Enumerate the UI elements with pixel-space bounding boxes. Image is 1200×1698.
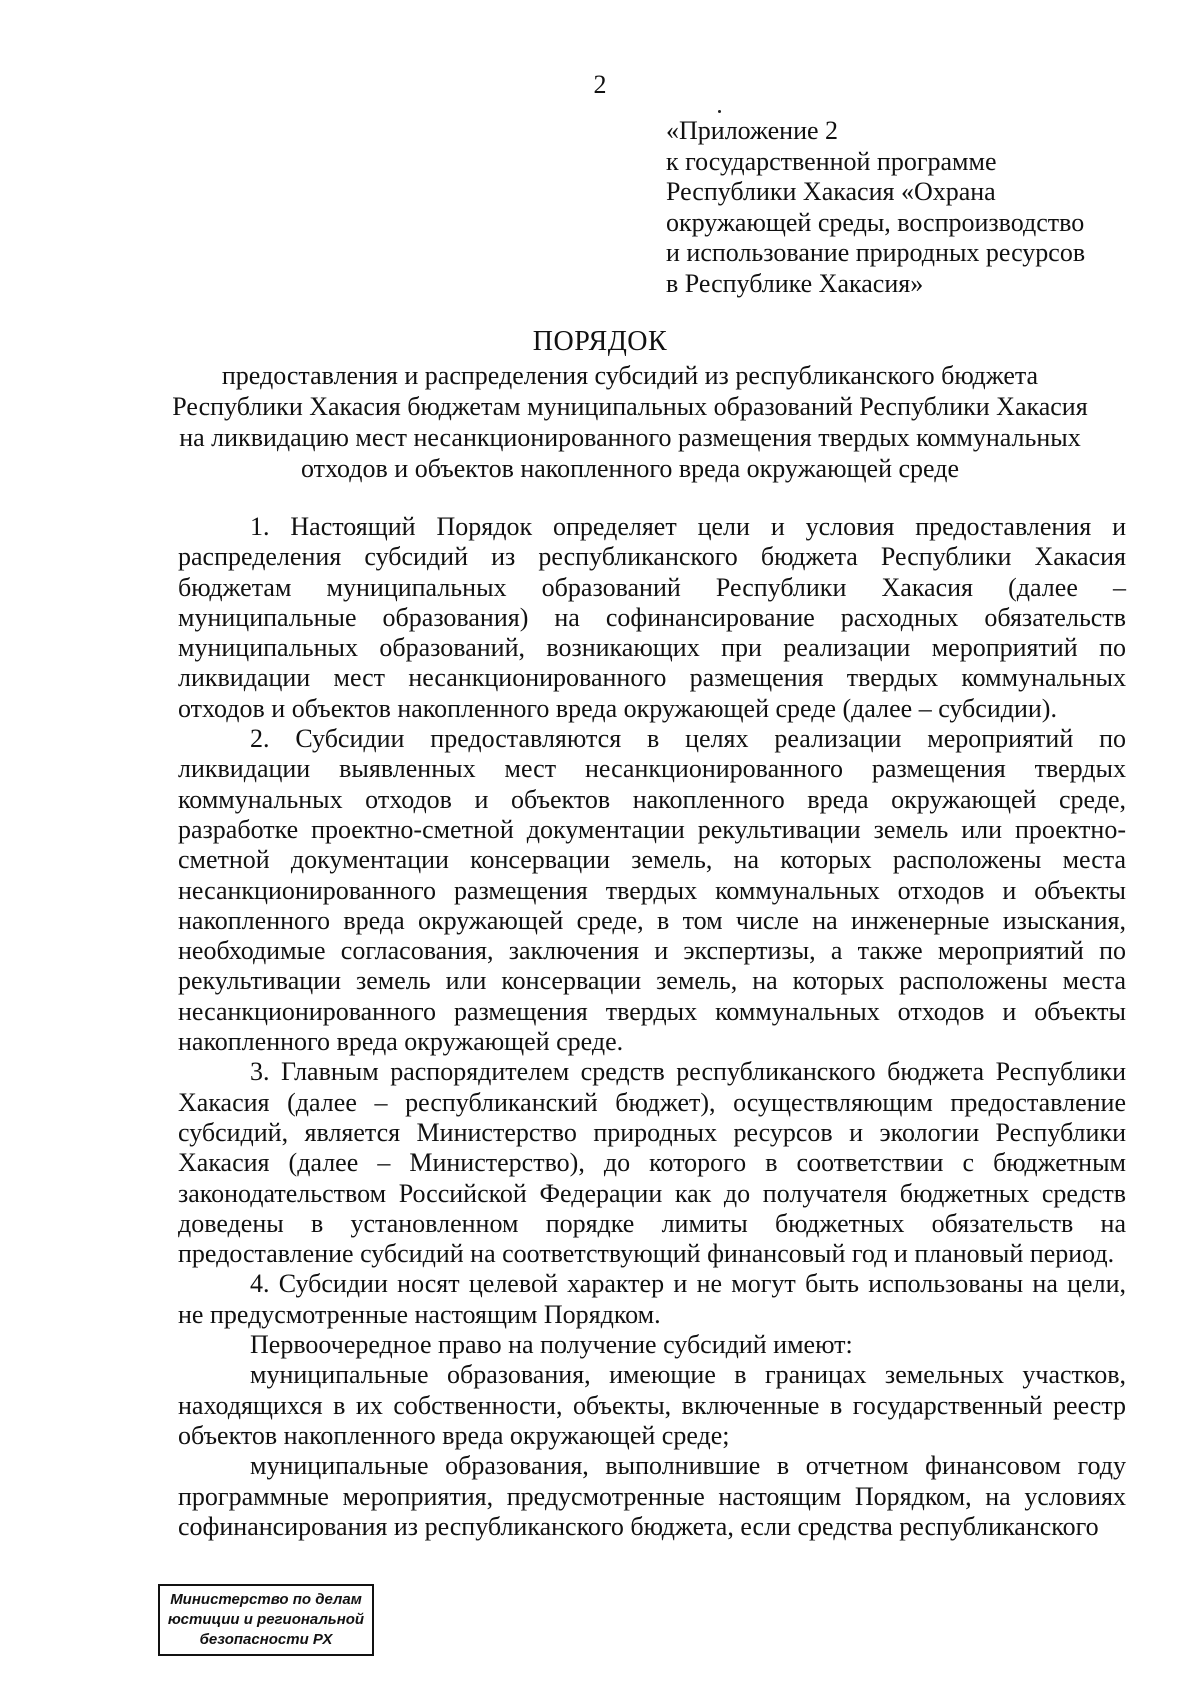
appendix-line: «Приложение 2 (666, 116, 839, 145)
paragraph-priority-item-2: муниципальные образования, выполнившие в отчетном финансовом году программные мероприятия, предусмотренные настоящим Порядком, на условиях софинансирования из республиканского бюджета, если средства республиканского (178, 1451, 1126, 1541)
paragraph-priority: Первоочередное право на получение субсидий имеют: (250, 1330, 853, 1360)
paragraph-3: 3. Главным распорядителем средств республиканского бюджета Республики Хакасия (далее – республиканский бюджет), осуществляющим предоставление субсидий, является Министерство природных ресурсов и экологии Республики Хакасия (далее – Министерство), до которого в соответствии с бюджетным законодательством Российской Федерации как до получателя бюджетных средств доведены в установленном порядке лимиты бюджетных обязательств на предоставление субсидий на соответствующий финансовый год и плановый период. (178, 1057, 1126, 1269)
subtitle-line: отходов и объектов накопленного вреда окружающей среде (301, 454, 959, 483)
paragraph-priority-item-1: муниципальные образования, имеющие в границах земельных участков, находящихся в их собственности, объекты, включенные в государственный реестр объектов накопленного вреда окружающей среде; (178, 1360, 1126, 1450)
stamp-line: юстиции и региональной (167, 1611, 365, 1628)
paragraph-4: 4. Субсидии носят целевой характер и не могут быть использованы на цели, не предусмотренные настоящим Порядком. (178, 1269, 1126, 1329)
paragraph-2: 2. Субсидии предоставляются в целях реализации мероприятий по ликвидации выявленных мест несанкционированного размещения твердых коммунальных отходов и объектов накопленного вреда окружающей среде, разработке проектно-сметной документации рекультивации земель или проектно-сметной документации консервации земель, на которых расположены места несанкционированного размещения твердых коммунальных отходов и объекты накопленного вреда окружающей среде, в том числе на инженерные изыскания, необходимые согласования, заключения и экспертизы, а также мероприятий по рекультивации земель или консервации земель, на которых расположены места несанкционированного размещения твердых коммунальных отходов и объекты накопленного вреда окружающей среде. (178, 724, 1126, 1057)
page-number: 2 (593, 70, 607, 99)
appendix-reference (666, 116, 1146, 299)
dot-mark (718, 110, 721, 113)
ministry-stamp (158, 1584, 374, 1656)
appendix-line: Республики Хакасия «Охрана (666, 177, 996, 206)
subtitle-line: на ликвидацию мест несанкционированного размещения твердых коммунальных (179, 423, 1081, 452)
document-subtitle (150, 360, 1110, 484)
paragraph-1: 1. Настоящий Порядок определяет цели и условия предоставления и распределения субсидий из республиканского бюджета Республики Хакасия бюджетам муниципальных образований Республики Хакасия (далее – муниципальные образования) на софинансирование расходных обязательств муниципальных образований, возникающих при реализации мероприятий по ликвидации мест несанкционированного размещения твердых коммунальных отходов и объектов накопленного вреда окружающей среде (далее – субсидии). (178, 512, 1126, 723)
appendix-line: к государственной программе (666, 146, 997, 176)
appendix-line: окружающей среды, воспроизводство (666, 207, 1085, 237)
stamp-line: Министерство по делам (170, 1591, 362, 1608)
appendix-line: и использование природных ресурсов (666, 238, 1086, 267)
subtitle-line: Республики Хакасия бюджетам муниципальных образований Республики Хакасия (172, 392, 1088, 421)
document-title: ПОРЯДОК (532, 326, 668, 357)
document-body (178, 512, 1126, 1542)
stamp-line: безопасности РХ (199, 1631, 333, 1648)
subtitle-line: предоставления и распределения субсидий из республиканского бюджета (221, 361, 1039, 390)
appendix-line: в Республике Хакасия» (666, 268, 924, 298)
